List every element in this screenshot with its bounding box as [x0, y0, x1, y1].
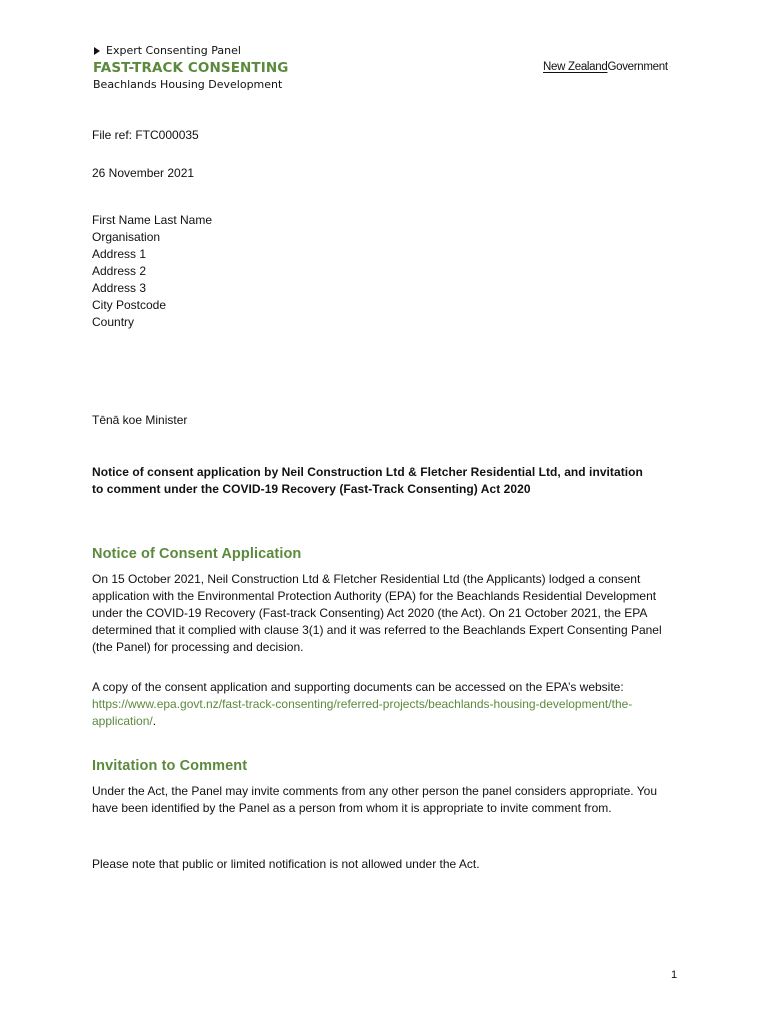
epa-application-link[interactable]: https://www.epa.govt.nz/fast-track-consenting/referred-projects/beachlands-housing-development/the-application/ — [92, 697, 633, 728]
nz-government-logo — [543, 61, 668, 73]
recipient-address2: Address 2 — [92, 264, 147, 278]
salutation: Tēnā koe Minister — [92, 413, 188, 427]
notice-paragraph-2-end: . — [152, 714, 157, 728]
notice-paragraph-2 — [92, 679, 682, 730]
recipient-city: City Postcode — [92, 298, 167, 312]
notice-paragraph-1: On 15 October 2021, Neil Construction Ltd & Fletcher Residential Ltd (the Applicants) lodged a consent application with the Environmental Protection Authority (EPA) for the Beachlands Residential Development under the COVID-19 Recovery (Fast-track Consenting) Act 2020 (the Act). On 21 October 2021, the EPA determined that it complied with clause 3(1) and it was referred to the Beachlands Expert Consenting Panel (the Panel) for processing and decision. — [92, 572, 662, 654]
recipient-name: First Name Last Name — [92, 213, 213, 227]
panel-label: Expert Consenting Panel — [106, 44, 241, 57]
fast-track-title: FAST-TRACK CONSENTING — [93, 60, 289, 76]
invitation-paragraph-1: Under the Act, the Panel may invite comments from any other person the panel considers appropriate. You have been identified by the Panel as a person from whom it is appropriate to invite comment from. — [92, 784, 657, 815]
triangle-right-icon — [94, 47, 100, 55]
notice-paragraph-2-text: A copy of the consent application and supporting documents can be accessed on the EPA’s website: — [92, 680, 624, 694]
recipient-country: Country — [92, 315, 135, 329]
letterhead — [93, 43, 288, 91]
page-number: 1 — [671, 969, 678, 981]
letter-date: 26 November 2021 — [92, 166, 195, 180]
recipient-organisation: Organisation — [92, 230, 161, 244]
invitation-paragraph-2: Please note that public or limited notification is not allowed under the Act. — [92, 857, 480, 871]
recipient-address — [92, 212, 212, 331]
recipient-address3: Address 3 — [92, 281, 147, 295]
recipient-address1: Address 1 — [92, 247, 147, 261]
file-ref: File ref: FTC000035 — [92, 128, 199, 142]
nz-government-logo-part2: Government — [607, 61, 668, 73]
notice-heading: Notice of Consent Application — [92, 546, 302, 562]
letter-subject: Notice of consent application by Neil Construction Ltd & Fletcher Residential Ltd, and invitation to comment under the COVID-19 Recovery (Fast-Track Consenting) Act 2020 — [92, 465, 643, 496]
nz-government-logo-part1: New Zealand — [543, 61, 608, 73]
invitation-heading: Invitation to Comment — [92, 758, 248, 774]
project-name: Beachlands Housing Development — [93, 78, 283, 91]
panel-label-row — [93, 43, 288, 58]
